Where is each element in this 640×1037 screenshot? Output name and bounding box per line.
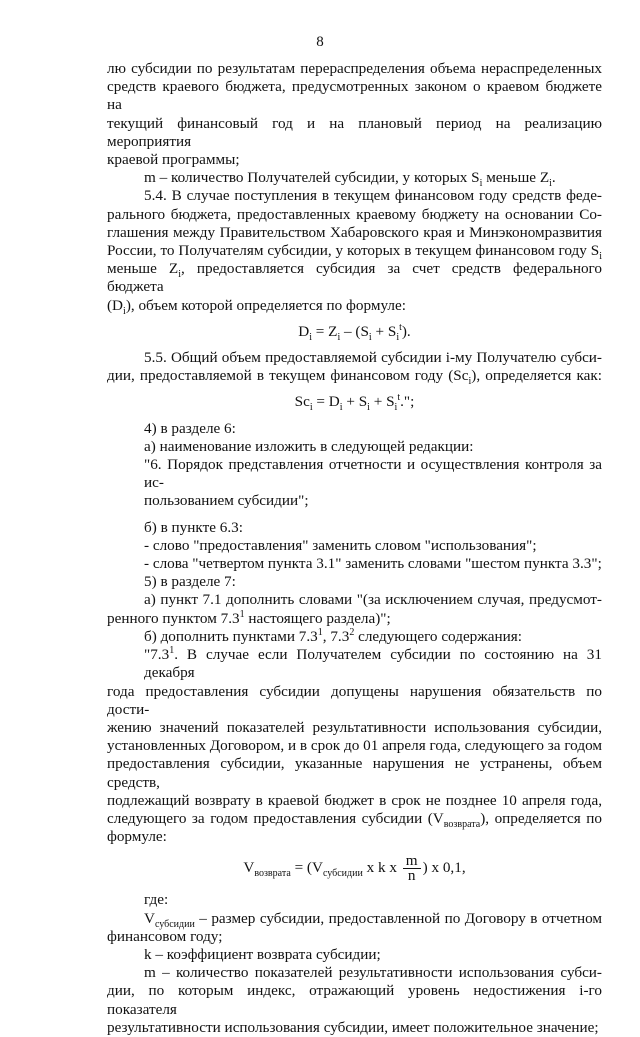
text-line: б) дополнить пунктами $7.3^1$, $7.3^2$ следующего содержания: bbox=[144, 626, 522, 645]
text-line: - слова "четвертом пункта 3.1" заменить словами "шестом пункта 3.3"; bbox=[144, 555, 602, 573]
text-line: 4) в разделе 6: bbox=[144, 419, 236, 437]
text-line: а) наименование изложить в следующей редакции: bbox=[144, 437, 474, 455]
text-line: m – количество Получателей субсидии, у которых $S_i$ меньше $Z_i$. bbox=[144, 169, 556, 190]
text-line: дии, предоставляемой в текущем финансовом году $(Sc_i)$, определяется как: bbox=[107, 367, 602, 388]
text-line: жению значений показателей результативности использования субсидии, bbox=[107, 718, 602, 736]
line-gap bbox=[107, 511, 602, 519]
text-line: 5.5. Общий объем предоставляемой субсидии i-му Получателю субси- bbox=[144, 349, 602, 367]
text-line: текущий финансовый год и на плановый период на реализацию мероприятия bbox=[107, 114, 602, 150]
text-line: - слово "предоставления" заменить словом "использования"; bbox=[144, 536, 537, 554]
document-body bbox=[107, 60, 602, 1037]
line-gap bbox=[107, 341, 602, 349]
text-line: $D_i = Z_i - (S_i + S_i^t)$. bbox=[298, 321, 411, 343]
text-line: года предоставления субсидии допущены нарушения обязательств по дости- bbox=[107, 682, 602, 718]
text-line: лю субсидии по результатам перераспределения объема нераспределенных bbox=[107, 60, 602, 77]
text-line: 5) в разделе 7: bbox=[144, 573, 236, 591]
text-line: средств краевого бюджета, предусмотренных законом о краевом бюджете на bbox=[107, 78, 602, 114]
text-line: глашения между Правительством Хабаровского края и Минэкономразвития bbox=[107, 223, 602, 241]
text-line: $(D_i)$, объем которой определяется по формуле: bbox=[107, 296, 406, 317]
formula-v-vozvrata: $V_{возврата} = (V_{субсидии}$ x k x $\frac{m}{n}$ ) x 0,1, bbox=[243, 852, 466, 885]
text-line: финансовом году; bbox=[107, 927, 223, 945]
text-line: б) в пункте 6.3: bbox=[144, 518, 243, 536]
text-line: России, то Получателям субсидии, у которых в текущем финансовом году $S_i$ bbox=[107, 242, 602, 263]
text-line: "6. Порядок представления отчетности и осуществления контроля за ис- bbox=[144, 456, 602, 492]
text-line: ренного пунктом $7.3^1$ настоящего раздела)"; bbox=[107, 608, 391, 627]
line-gap bbox=[107, 315, 602, 323]
text-line: m – количество показателей результативности использования субси- bbox=[144, 964, 602, 982]
text-line: дии, по которым индекс, отражающий уровень недостижения i-го показателя bbox=[107, 982, 602, 1018]
page-number: 8 bbox=[316, 34, 324, 50]
text-line: пользованием субсидии"; bbox=[144, 492, 309, 510]
text-line: "$7.3^1$. В случае если Получателем субсидии по состоянию на 31 декабря bbox=[144, 645, 602, 682]
line-gap bbox=[107, 846, 602, 854]
fraction-m-over-n: $\frac{m}{n}$ bbox=[403, 854, 421, 883]
text-line: следующего за годом предоставления субсидии $(V_{возврата})$, определяется по bbox=[107, 809, 602, 830]
line-gap bbox=[107, 883, 602, 891]
text-line: 5.4. В случае поступления в текущем финансовом году средств феде- bbox=[144, 187, 602, 205]
text-line: $Sc_i = D_i + S_i + S_i^t$."; bbox=[294, 392, 415, 414]
text-line: рального бюджета, предоставленных краевому бюджету на основании Со- bbox=[107, 205, 602, 223]
text-line: подлежащий возврату в краевой бюджет в срок не позднее 10 апреля года, bbox=[107, 791, 602, 809]
text-line: установленных Договором, и в срок до 01 апреля года, следующего за годом bbox=[107, 737, 602, 755]
text-line: меньше $Z_i$, предоставляется субсидия за счет средств федерального бюджета bbox=[107, 260, 603, 296]
text-line: формуле: bbox=[107, 828, 167, 846]
text-line: результативности использования субсидии, имеет положительное значение; bbox=[107, 1018, 599, 1036]
line-gap bbox=[107, 412, 602, 420]
text-line: краевой программы; bbox=[107, 151, 240, 169]
text-line: а) пункт 7.1 дополнить словами "(за исключением случая, предусмот- bbox=[144, 591, 602, 609]
text-line: предоставления субсидии, указанные нарушения не устранены, объем средств, bbox=[107, 755, 602, 791]
text-line: $V_{субсидии}$ – размер субсидии, предоставленной по Договору в отчетном bbox=[144, 909, 602, 930]
text-line: k – коэффициент возврата субсидии; bbox=[144, 945, 381, 963]
text-line: где: bbox=[144, 891, 169, 909]
